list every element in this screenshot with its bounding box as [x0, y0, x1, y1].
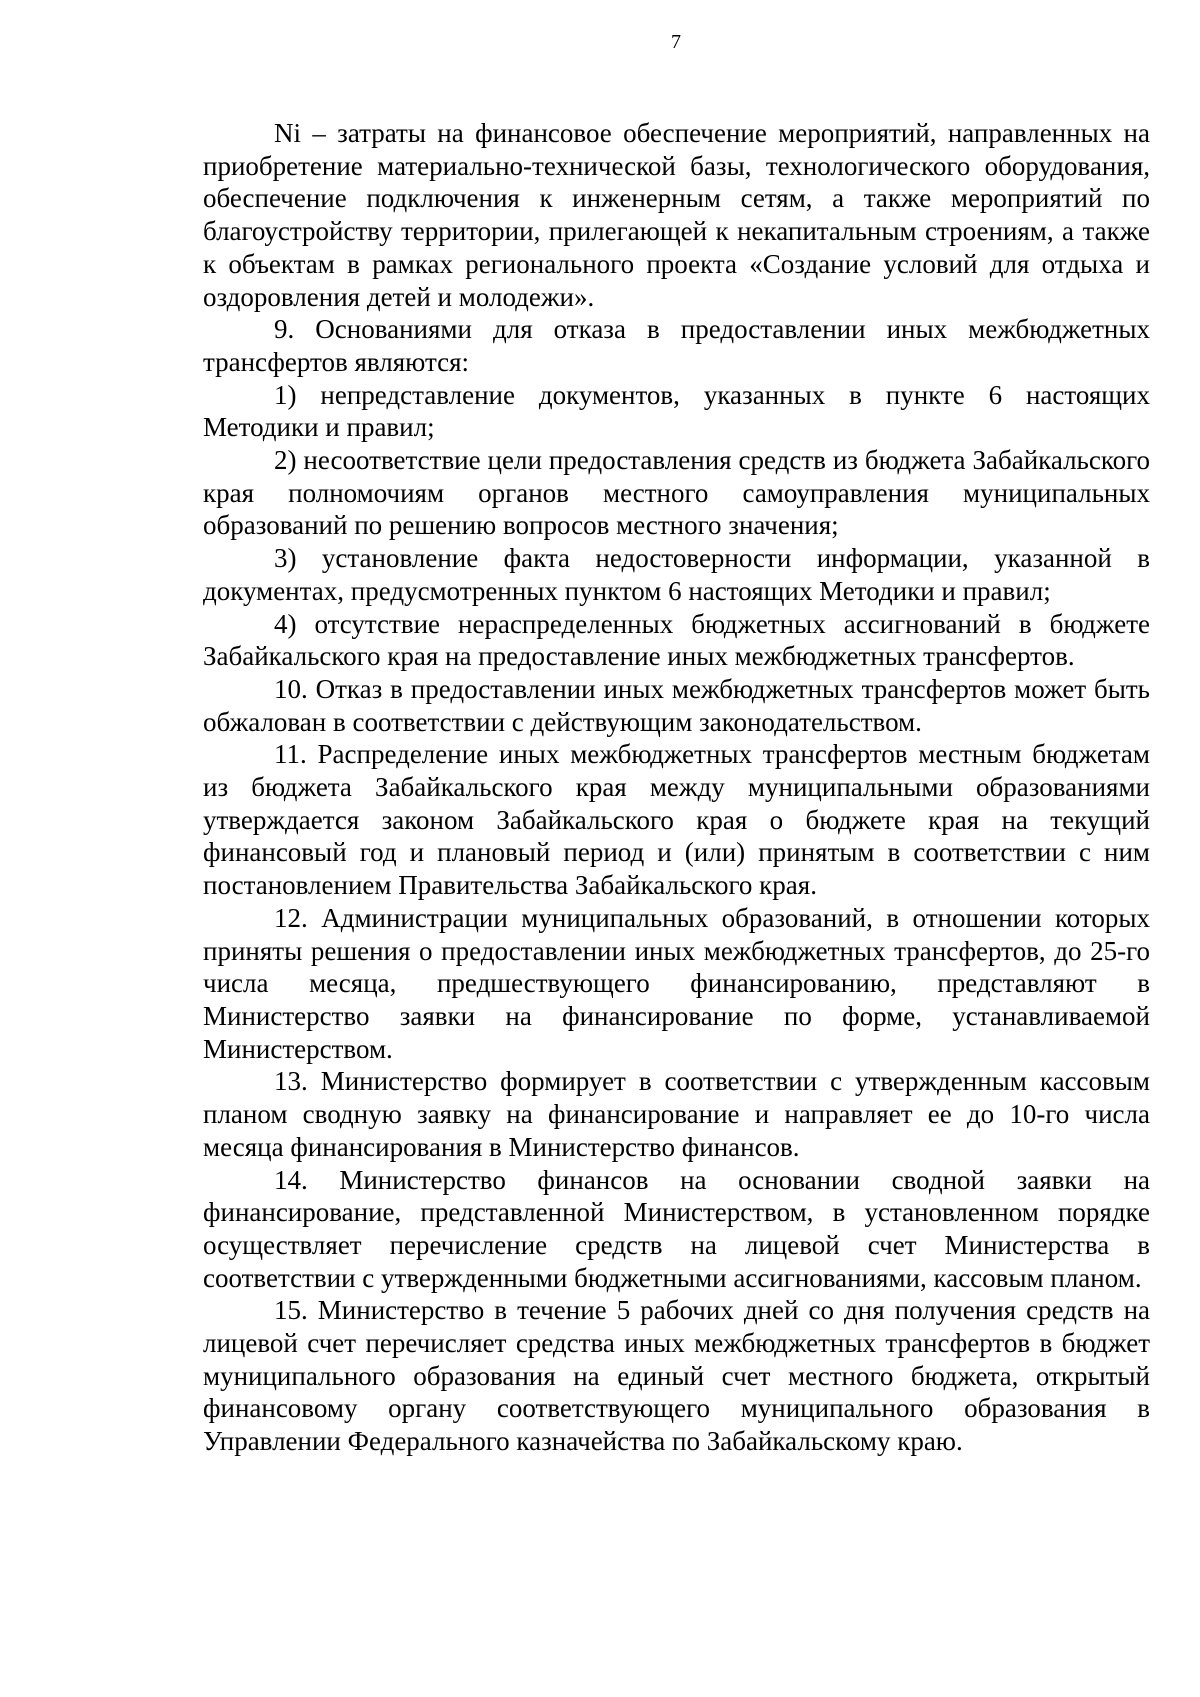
- page-number: 7: [671, 31, 681, 53]
- list-item-1: 1) непредставление документов, указанных в пункте 6 настоящих Методики и правил;: [203, 379, 1150, 443]
- list-item-2: 2) несоответствие цели предоставления средств из бюджета Забайкальского края полномочиям органов местного самоуправления муниципальных образований по решению вопросов местного значения;: [203, 445, 1150, 541]
- list-item-3: 3) установление факта недостоверности информации, указанной в документах, предусмотренных пунктом 6 настоящих Методики и правил;: [203, 543, 1150, 606]
- paragraph-13: 13. Министерство формирует в соответствии с утвержденным кассовым планом сводную заявку на финансирование и направляет ее до 10-го числа месяца финансирования в Министерство финансов.: [203, 1066, 1150, 1162]
- paragraph-ni-definition: Ni – затраты на финансовое обеспечение мероприятий, направленных на приобретение материально-технической базы, технологического оборудования, обеспечение подключения к инженерным сетям, а также мероприятий по благоустройству территории, прилегающей к некапитальным строениям, а также к объектам в рамках регионального проекта «Создание условий для отдыха и оздоровления детей и молодежи».: [203, 118, 1150, 312]
- paragraph-14: 14. Министерство финансов на основании сводной заявки на финансирование, представленной Министерством, в установленном порядке осуществляет перечисление средств на лицевой счет Министерства в соответствии с утвержденными бюджетными ассигнованиями, кассовым планом.: [203, 1164, 1150, 1293]
- paragraph-11: 11. Распределение иных межбюджетных трансфертов местным бюджетам из бюджета Забайкальского края между муниципальными образованиями утверждается законом Забайкальского края о бюджете края на текущий финансовый год и плановый период и (или) принятым в соответствии с ним постановлением Правительства Забайкальского края.: [203, 739, 1150, 901]
- document-body: [203, 117, 1150, 1458]
- paragraph-10: 10. Отказ в предоставлении иных межбюджетных трансфертов может быть обжалован в соответствии с действующим законодательством.: [203, 673, 1150, 737]
- list-item-4: 4) отсутствие нераспределенных бюджетных ассигнований в бюджете Забайкальского края на предоставление иных межбюджетных трансфертов.: [203, 608, 1150, 672]
- paragraph-15: 15. Министерство в течение 5 рабочих дней со дня получения средств на лицевой счет перечисляет средства иных межбюджетных трансфертов в бюджет муниципального образования на единый счет местного бюджета, открытый финансовому органу соответствующего муниципального образования в Управлении Федерального казначейства по Забайкальскому краю.: [203, 1295, 1150, 1457]
- paragraph-9-refusal-grounds: 9. Основаниями для отказа в предоставлении иных межбюджетных трансфертов являются:: [203, 314, 1150, 377]
- paragraph-12: 12. Администрации муниципальных образований, в отношении которых приняты решения о предоставлении иных межбюджетных трансфертов, до 25-го числа месяца, предшествующего финансированию, представляют в Министерство заявки на финансирование по форме, устанавливаемой Министерством.: [203, 902, 1150, 1064]
